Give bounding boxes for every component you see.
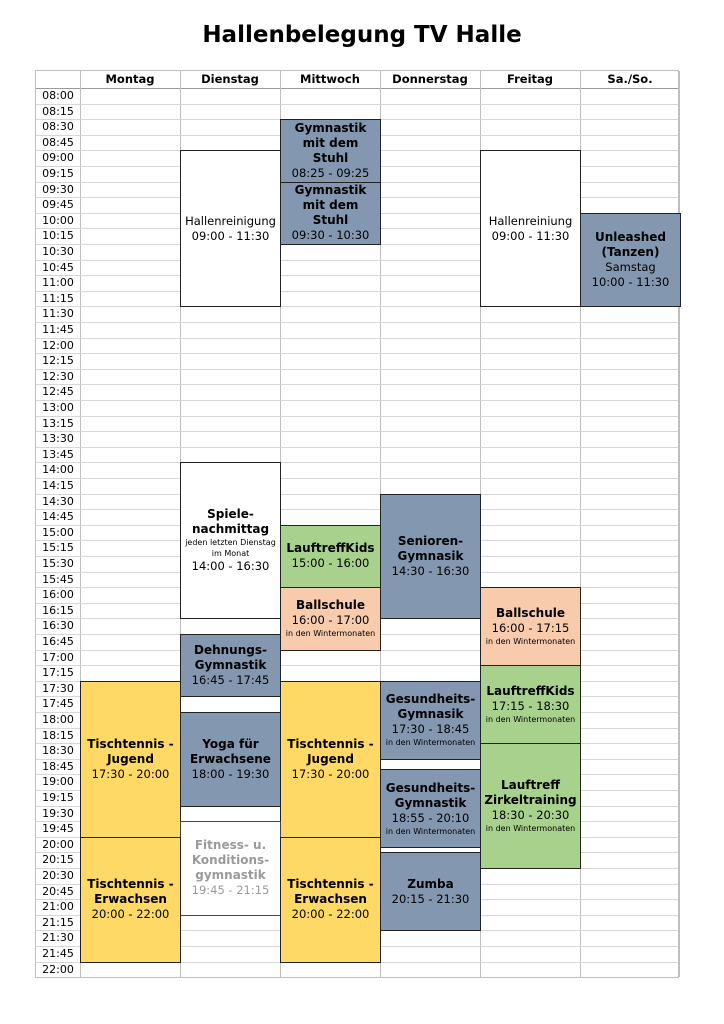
time-label: 11:30 [42,307,74,321]
time-label: 16:30 [42,619,74,633]
event-title: Lauftreff Zirkeltraining [484,778,577,808]
time-label: 21:15 [42,915,74,929]
event-block[interactable] [180,821,281,916]
time-label: 08:00 [42,89,74,102]
row-divider [36,369,678,370]
row-divider [36,104,678,105]
event-title: Yoga für Erwachsene [190,736,271,766]
time-label: 20:30 [42,869,74,882]
row-divider [36,431,678,432]
time-label: 10:15 [42,229,74,243]
event-block[interactable] [180,634,281,697]
row-divider [36,665,678,666]
event-title: LauftreffKids [486,684,575,699]
event-time: 09:30 - 10:30 [291,228,370,243]
time-label: 18:30 [42,744,74,758]
time-label: 20:45 [42,884,74,898]
event-title: Dehnungs-Gymnastik [194,643,267,673]
event-title: Fitness- u. Konditions-gymnastik [191,838,270,883]
event-time: 20:00 - 22:00 [291,907,370,922]
time-label: 16:15 [42,603,74,617]
event-block[interactable] [480,743,581,869]
event-block[interactable] [280,119,381,182]
event-title: Tischtennis - Jugend [287,736,374,766]
time-label: 16:00 [42,588,74,602]
time-label: 19:45 [42,822,74,836]
event-time: 16:45 - 17:45 [191,673,270,688]
event-block[interactable] [380,852,481,931]
time-label: 14:15 [42,479,74,492]
time-label: 14:00 [42,463,74,477]
event-title: Ballschule [495,606,566,621]
header-divider [36,88,678,89]
row-divider [36,384,678,385]
event-time: 14:30 - 16:30 [391,563,470,578]
time-label: 15:45 [42,572,74,586]
row-divider [36,447,678,448]
event-time: 08:25 - 09:25 [291,165,370,180]
time-label: 12:45 [42,385,74,399]
time-label: 19:00 [42,775,74,789]
event-block[interactable] [280,837,381,963]
time-label: 21:45 [42,947,74,960]
event-block[interactable] [180,462,281,619]
day-header: Sa./So. [607,72,653,86]
event-block[interactable] [380,769,481,848]
day-header: Dienstag [201,72,259,86]
time-label: 22:00 [42,962,74,976]
event-time: 18:30 - 20:30 [491,808,570,823]
time-label: 13:45 [42,447,74,461]
event-block[interactable] [380,494,481,620]
time-label: 09:45 [42,198,74,212]
row-divider [36,322,678,323]
time-label: 09:15 [42,167,74,180]
time-label: 15:30 [42,557,74,570]
event-note: in den Wintermonaten [285,629,376,639]
event-title: Gesundheits-Gymnastik [385,780,476,810]
event-note: in den Wintermonaten [385,738,476,748]
time-label: 13:00 [42,401,74,414]
time-label: 14:45 [42,510,74,524]
event-block[interactable] [580,213,681,308]
event-title: Unleashed (Tanzen) [594,230,667,260]
time-label: 18:00 [42,713,74,726]
event-note: in den Wintermonaten [485,824,576,834]
schedule-table [35,70,679,978]
event-time: 09:00 - 11:30 [191,228,270,243]
time-label: 17:45 [42,697,74,711]
time-label: 15:15 [42,541,74,555]
event-time: 18:55 - 20:10 [391,810,470,825]
row-divider [36,494,678,495]
row-divider [36,462,678,463]
time-label: 09:00 [42,151,74,165]
event-title: Hallenreinigung [185,213,276,228]
event-block[interactable] [480,665,581,744]
event-title: Spiele-nachmittag [191,507,270,537]
event-block[interactable] [480,150,581,307]
time-label: 13:30 [42,432,74,446]
event-time: 18:00 - 19:30 [191,766,270,781]
time-label: 15:00 [42,525,74,539]
event-title: Ballschule [295,598,366,613]
event-time: 09:00 - 11:30 [491,228,570,243]
time-label: 19:15 [42,791,74,804]
time-label: 16:45 [42,635,74,648]
time-label: 13:15 [42,416,74,430]
event-title: LauftreffKids [286,541,375,556]
event-note: jeden letzten Dienstag im Monat [185,538,276,559]
event-time: 17:30 - 20:00 [91,766,170,781]
event-block[interactable] [280,587,381,650]
row-divider [36,478,678,479]
event-title: Senioren-Gymnasik [397,533,464,563]
time-label: 19:30 [42,806,74,820]
event-subtitle: Samstag [605,260,656,275]
event-time: 15:00 - 16:00 [291,556,370,571]
time-label: 10:45 [42,260,74,274]
time-label: 17:00 [42,650,74,664]
event-time: 16:00 - 17:00 [291,613,370,628]
time-label: 17:15 [42,666,74,680]
event-time: 14:00 - 16:30 [191,559,270,574]
page-title: Hallenbelegung TV Halle [202,22,522,48]
event-time: 17:30 - 20:00 [291,766,370,781]
time-label: 12:15 [42,354,74,368]
event-time: 17:15 - 18:30 [491,699,570,714]
event-time: 20:15 - 21:30 [391,891,470,906]
day-header: Donnerstag [392,72,468,86]
time-label: 09:30 [42,182,74,196]
event-block[interactable] [280,182,381,245]
event-title: Tischtennis - Erwachsen [287,877,374,907]
time-label: 08:30 [42,120,74,134]
event-title: Gesundheits-Gymnasik [385,692,476,722]
event-block[interactable] [80,837,181,963]
time-label: 11:00 [42,276,74,290]
event-block[interactable] [380,681,481,760]
row-divider [36,338,678,339]
time-label: 17:30 [42,681,74,695]
event-time: 19:45 - 21:15 [191,883,270,898]
row-divider [36,400,678,401]
day-header: Montag [105,72,155,86]
event-note: in den Wintermonaten [485,715,576,725]
time-label: 14:30 [42,494,74,508]
event-block[interactable] [180,712,281,807]
column-divider [679,71,680,977]
event-note: in den Wintermonaten [385,826,476,836]
time-label: 21:30 [42,931,74,945]
day-header: Freitag [506,72,554,86]
time-label: 10:00 [42,213,74,227]
event-title: Gymnastik mit dem Stuhl [294,120,367,165]
event-block[interactable] [180,150,281,307]
row-divider [36,509,678,510]
time-label: 21:00 [42,900,74,914]
time-label: 20:00 [42,837,74,851]
event-block[interactable] [480,587,581,666]
event-time: 10:00 - 11:30 [591,275,670,290]
event-block[interactable] [280,525,381,588]
time-label: 08:45 [42,135,74,149]
event-title: Gymnastik mit dem Stuhl [294,183,367,228]
time-label: 12:00 [42,338,74,352]
day-header: Mittwoch [300,72,360,86]
event-time: 17:30 - 18:45 [391,722,470,737]
event-block[interactable] [280,681,381,838]
event-note: in den Wintermonaten [485,637,576,647]
event-title: Tischtennis - Jugend [87,736,174,766]
time-label: 12:30 [42,369,74,383]
event-time: 16:00 - 17:15 [491,621,570,636]
event-title: Tischtennis - Erwachsen [87,877,174,907]
time-label: 10:30 [42,245,74,258]
event-time: 20:00 - 22:00 [91,907,170,922]
row-divider [36,353,678,354]
time-label: 18:45 [42,759,74,773]
event-title: Hallenreiniung [488,213,573,228]
time-label: 11:15 [42,291,74,305]
time-label: 20:15 [42,853,74,867]
time-label: 18:15 [42,728,74,742]
event-block[interactable] [80,681,181,838]
event-title: Zumba [407,876,454,891]
row-divider [36,416,678,417]
time-label: 11:45 [42,323,74,336]
time-label: 08:15 [42,104,74,118]
